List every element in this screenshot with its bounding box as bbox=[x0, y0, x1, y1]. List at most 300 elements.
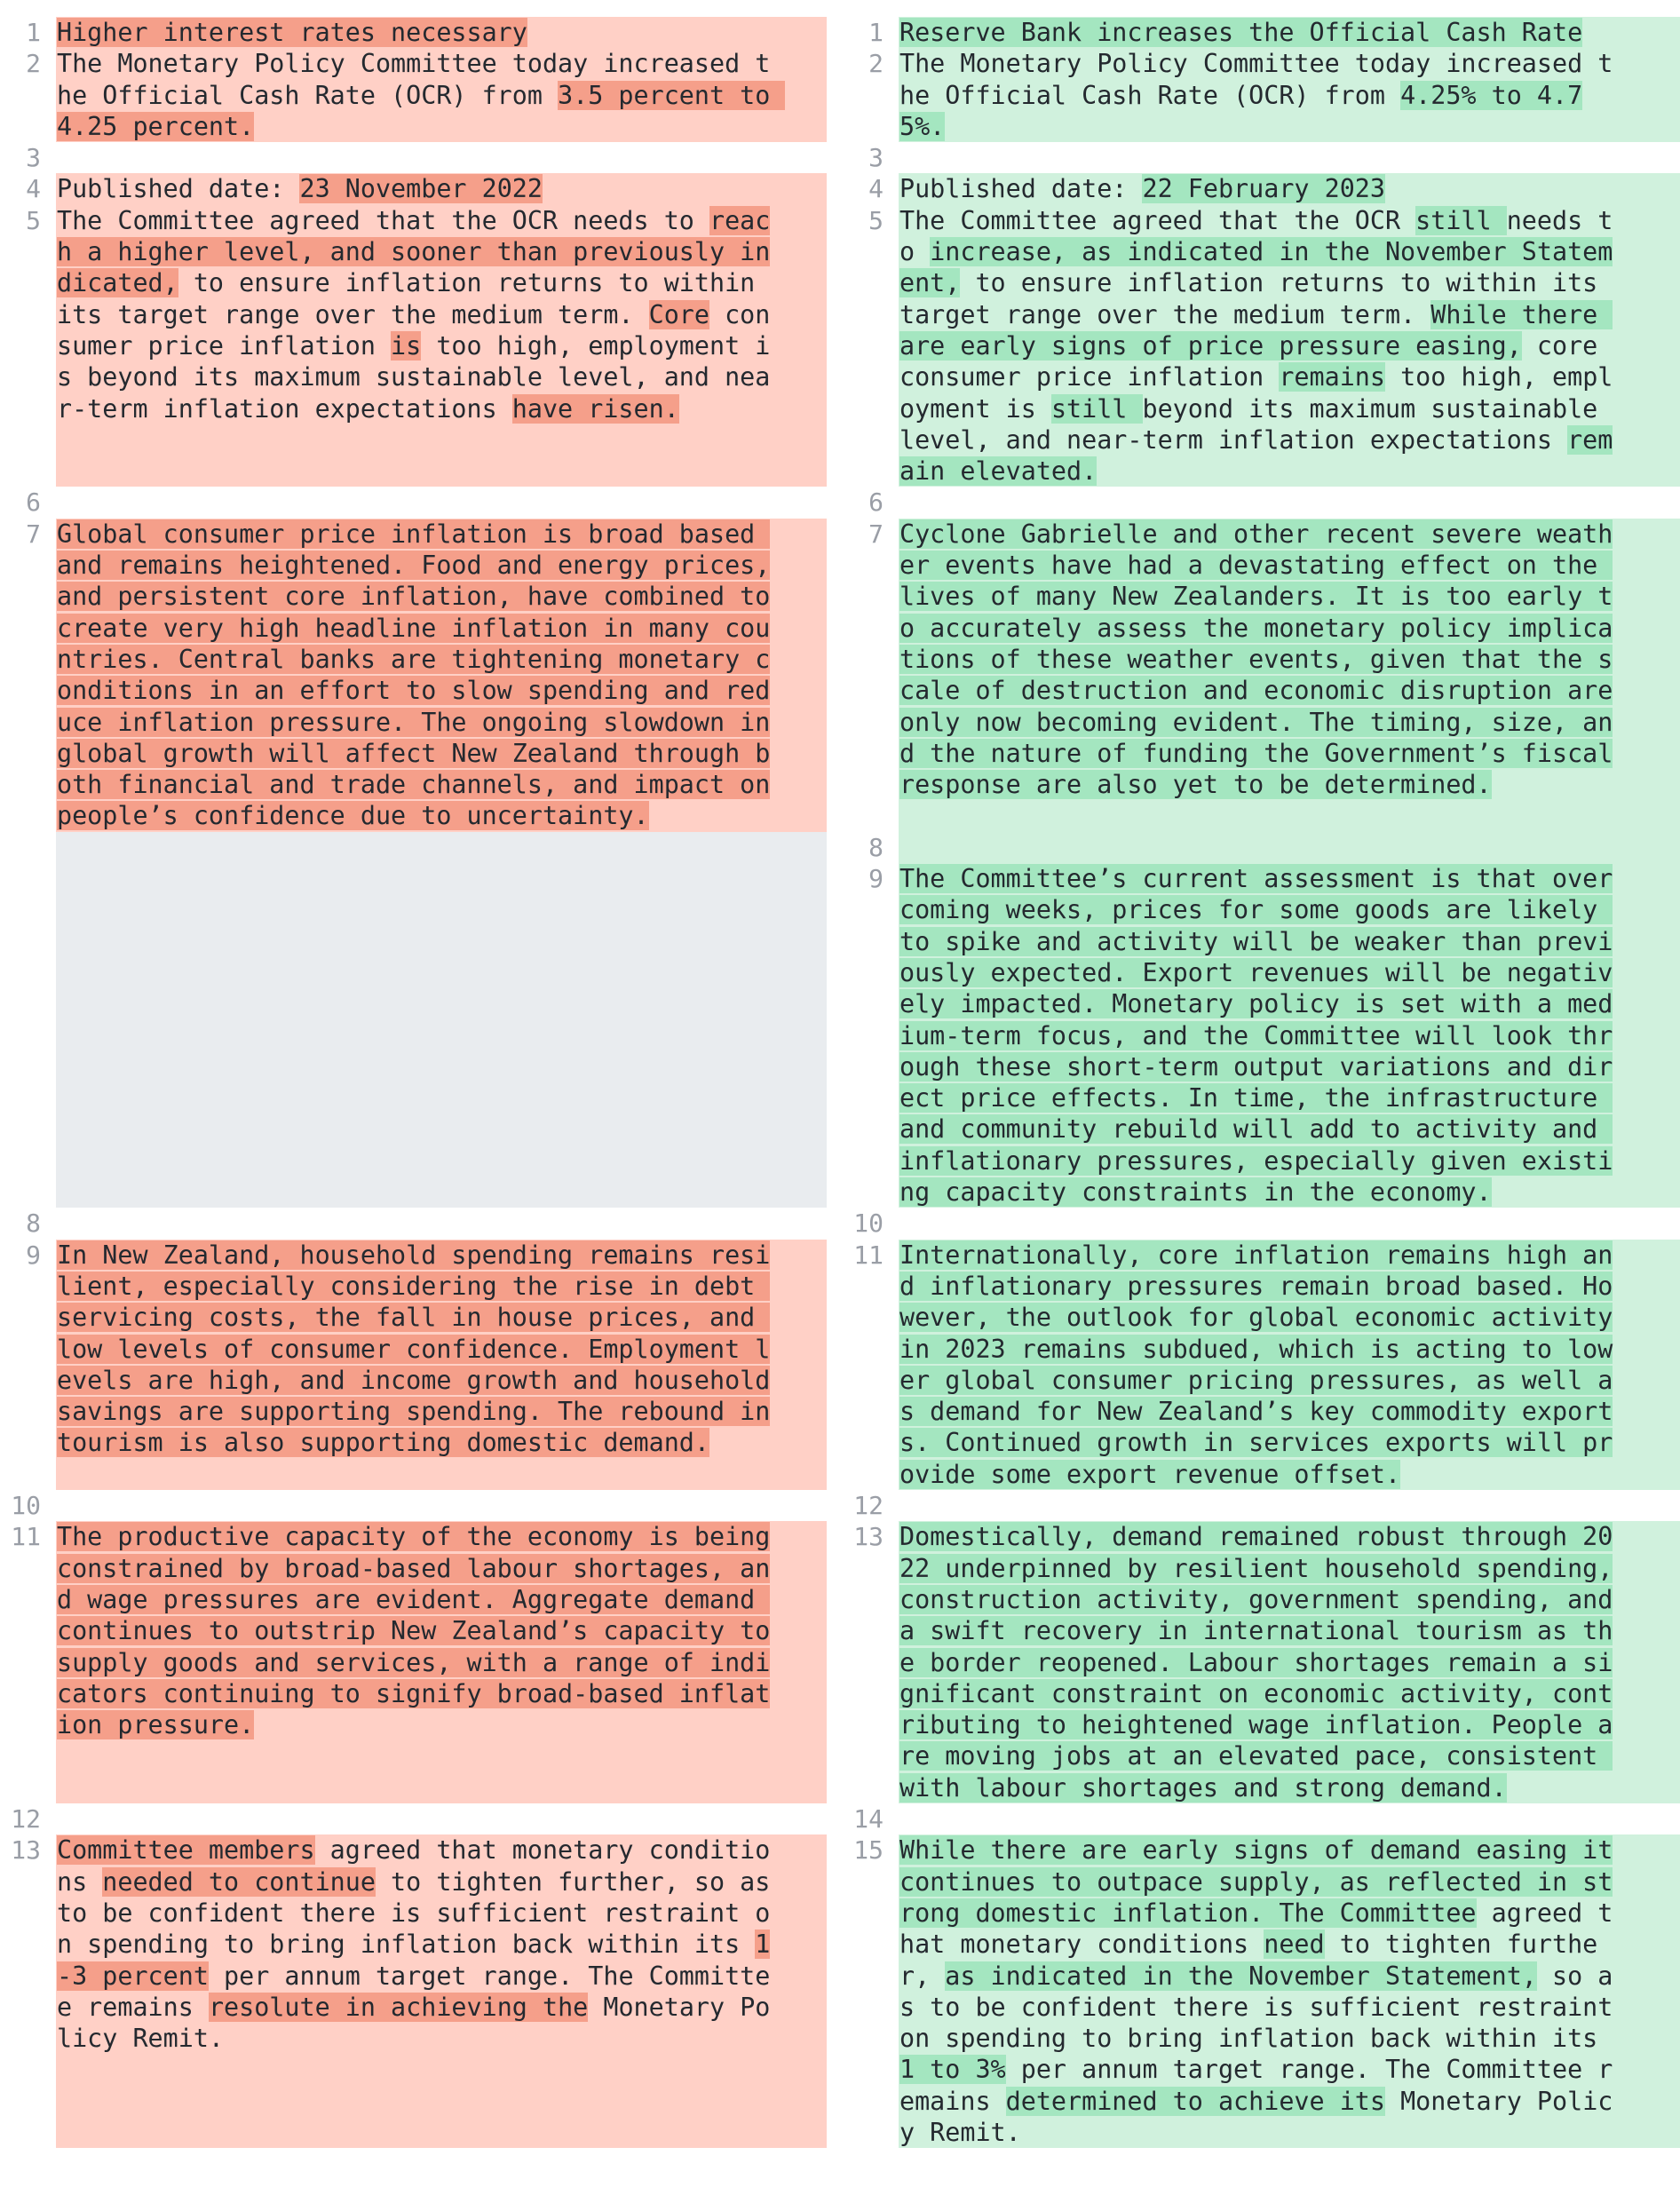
wrapped-text-line bbox=[56, 1553, 827, 1584]
changed-text-highlight: to spike and activity will be weaker than previ bbox=[899, 926, 1613, 956]
wrapped-text-line bbox=[56, 581, 827, 612]
changed-text-highlight: d wage pressures are evident. Aggregate demand bbox=[57, 1584, 771, 1614]
line-content[interactable] bbox=[899, 173, 1680, 204]
line-number: 13 bbox=[853, 1522, 884, 1552]
wrapped-text-line bbox=[56, 1427, 827, 1458]
changed-text-highlight: create very high headline inflation in many cou bbox=[57, 613, 771, 643]
wrapped-text-line bbox=[56, 1302, 827, 1333]
changed-text-highlight: Cyclone Gabrielle and other recent severe weath bbox=[899, 519, 1613, 549]
unchanged-text: The Committee agreed that the OCR needs to bbox=[57, 205, 709, 235]
wrapped-text-line bbox=[899, 1866, 1680, 1898]
wrapped-text-line bbox=[899, 675, 1680, 706]
wrapped-text-line bbox=[56, 2023, 827, 2054]
changed-text-highlight: s. Continued growth in services exports will pr bbox=[899, 1428, 1613, 1458]
changed-text-highlight: only now becoming evident. The timing, size, an bbox=[899, 707, 1613, 737]
changed-text-highlight: global growth will affect New Zealand through b bbox=[57, 738, 771, 768]
wrapped-text-line bbox=[899, 988, 1680, 1019]
wrapped-text-line bbox=[899, 1803, 1680, 1834]
unchanged-text: Published date: bbox=[57, 174, 300, 204]
wrapped-text-line bbox=[899, 2117, 1680, 2148]
changed-text-highlight: people’s confidence due to uncertainty. bbox=[57, 801, 649, 831]
unchanged-text: to ensure inflation returns to within its bbox=[960, 268, 1598, 298]
changed-text-highlight: Higher interest rates necessary bbox=[57, 18, 527, 47]
left-diff-row-11 bbox=[0, 1521, 827, 1803]
line-number: 3 bbox=[868, 143, 884, 173]
wrapped-text-line bbox=[899, 205, 1680, 236]
changed-text-highlight: in 2023 remains subdued, which is acting to low bbox=[899, 1334, 1613, 1364]
wrapped-text-line bbox=[899, 1647, 1680, 1678]
changed-text-highlight: lives of many New Zealanders. It is too early t bbox=[899, 582, 1613, 612]
changed-text-highlight: ng capacity constraints in the economy. bbox=[899, 1177, 1492, 1208]
changed-text-highlight: ously expected. Export revenues will be negativ bbox=[899, 957, 1613, 987]
line-content[interactable] bbox=[899, 1834, 1680, 2148]
line-content[interactable] bbox=[899, 142, 1680, 173]
wrapped-text-line bbox=[56, 1334, 827, 1365]
line-content[interactable] bbox=[56, 519, 827, 832]
line-content[interactable] bbox=[899, 17, 1680, 48]
changed-text-highlight: re moving jobs at an elevated pace, consistent bbox=[899, 1741, 1613, 1771]
line-content[interactable] bbox=[899, 1208, 1680, 1239]
wrapped-text-line bbox=[899, 1334, 1680, 1365]
wrapped-text-line bbox=[899, 832, 1680, 863]
unchanged-text: The Monetary Policy Committee today increased t bbox=[57, 49, 771, 79]
wrapped-text-line bbox=[899, 1521, 1680, 1552]
line-content[interactable] bbox=[56, 487, 827, 518]
wrapped-text-line bbox=[899, 2086, 1680, 2117]
wrapped-text-line bbox=[899, 48, 1680, 79]
left-diff-row-12 bbox=[0, 1803, 827, 1834]
wrapped-text-line bbox=[899, 1396, 1680, 1427]
wrapped-text-line bbox=[56, 1678, 827, 1709]
wrapped-text-line bbox=[899, 957, 1680, 988]
unchanged-text: consumer price inflation bbox=[899, 362, 1280, 392]
wrapped-text-line bbox=[899, 111, 1680, 142]
changed-text-highlight: 5%. bbox=[899, 111, 946, 141]
line-number: 2 bbox=[868, 49, 884, 79]
line-content[interactable] bbox=[899, 205, 1680, 487]
line-number: 11 bbox=[11, 1522, 41, 1552]
unchanged-text: to tighten further, so as bbox=[375, 1866, 771, 1897]
right-diff-row-4 bbox=[843, 173, 1680, 204]
wrapped-text-line bbox=[899, 1834, 1680, 1866]
wrapped-text-line bbox=[899, 644, 1680, 675]
wrapped-text-line bbox=[56, 299, 827, 330]
right-diff-row-3 bbox=[843, 142, 1680, 173]
unchanged-text: too high, employment i bbox=[421, 330, 771, 361]
wrapped-text-line bbox=[899, 1961, 1680, 1992]
changed-text-highlight: 1 bbox=[755, 1929, 771, 1960]
left-diff-row-5 bbox=[0, 205, 827, 487]
unchanged-text: hat monetary conditions bbox=[899, 1929, 1264, 1960]
wrapped-text-line bbox=[899, 1177, 1680, 1208]
wrapped-text-line bbox=[899, 1490, 1680, 1521]
wrapped-text-line bbox=[56, 487, 827, 518]
wrapped-text-line bbox=[56, 1834, 827, 1866]
left-diff-row-13 bbox=[0, 1834, 827, 2148]
line-content[interactable] bbox=[56, 1208, 827, 1239]
changed-text-highlight: Core bbox=[648, 299, 709, 329]
wrapped-text-line bbox=[56, 769, 827, 800]
wrapped-text-line bbox=[56, 1803, 827, 1834]
changed-text-highlight: 22 underpinned by resilient household spending, bbox=[899, 1553, 1613, 1583]
changed-text-highlight: Reserve Bank increases the Official Cash Rate bbox=[899, 18, 1583, 47]
changed-text-highlight: tourism is also supporting domestic demand. bbox=[57, 1428, 709, 1458]
line-number: 1 bbox=[868, 18, 884, 47]
wrapped-text-line bbox=[56, 644, 827, 675]
unchanged-text: beyond its maximum sustainable bbox=[1142, 393, 1598, 424]
wrapped-text-line bbox=[56, 1521, 827, 1552]
wrapped-text-line bbox=[899, 1208, 1680, 1239]
wrapped-text-line bbox=[899, 926, 1680, 957]
wrapped-text-line bbox=[56, 1365, 827, 1396]
changed-text-highlight: oth financial and trade channels, and impact on bbox=[57, 770, 771, 800]
changed-text-highlight: evels are high, and income growth and household bbox=[57, 1365, 771, 1395]
wrapped-text-line bbox=[56, 800, 827, 831]
wrapped-text-line bbox=[899, 1302, 1680, 1333]
line-content[interactable] bbox=[56, 1834, 827, 2148]
changed-text-highlight: need bbox=[1264, 1929, 1325, 1960]
wrapped-text-line bbox=[899, 1459, 1680, 1490]
unchanged-text: e remains bbox=[57, 1992, 209, 2022]
right-diff-row-12 bbox=[843, 1490, 1680, 1521]
unchanged-text: Published date: bbox=[899, 174, 1143, 204]
changed-text-highlight: ntries. Central banks are tightening monetary c bbox=[57, 644, 771, 674]
changed-text-highlight: tions of these weather events, given that the s bbox=[899, 644, 1613, 674]
changed-text-highlight: rem bbox=[1567, 424, 1613, 455]
wrapped-text-line bbox=[899, 330, 1680, 361]
unchanged-text: Monetary Polic bbox=[1384, 2086, 1613, 2116]
line-number: 10 bbox=[11, 1491, 41, 1521]
line-content[interactable] bbox=[56, 173, 827, 204]
wrapped-text-line bbox=[56, 1396, 827, 1427]
wrapped-text-line bbox=[899, 1427, 1680, 1458]
line-content[interactable] bbox=[899, 1490, 1680, 1521]
changed-text-highlight: 23 November 2022 bbox=[299, 174, 543, 204]
changed-text-highlight: s demand for New Zealand’s key commodity export bbox=[899, 1397, 1613, 1427]
right-diff-row-1 bbox=[843, 17, 1680, 48]
wrapped-text-line bbox=[56, 173, 827, 204]
wrapped-text-line bbox=[56, 111, 827, 142]
wrapped-text-line bbox=[56, 613, 827, 644]
line-content[interactable] bbox=[56, 142, 827, 173]
line-number: 6 bbox=[26, 487, 41, 518]
changed-text-highlight: reac bbox=[709, 205, 771, 235]
unchanged-text: per annum target range. The Committe bbox=[208, 1961, 771, 1991]
wrapped-text-line bbox=[899, 361, 1680, 392]
line-content[interactable] bbox=[899, 487, 1680, 518]
line-content[interactable] bbox=[56, 48, 827, 142]
changed-text-highlight: and persistent core inflation, have combined to bbox=[57, 582, 771, 612]
line-content[interactable] bbox=[56, 1521, 827, 1803]
line-content[interactable] bbox=[899, 863, 1680, 1208]
wrapped-text-line bbox=[899, 1709, 1680, 1740]
changed-text-highlight: increase, as indicated in the November Statem bbox=[930, 237, 1613, 267]
wrapped-text-line bbox=[56, 1271, 827, 1302]
right-diff-row-13 bbox=[843, 1521, 1680, 1803]
changed-text-highlight: ium-term focus, and the Committee will look thr bbox=[899, 1020, 1613, 1050]
wrapped-text-line bbox=[899, 1365, 1680, 1396]
line-number: 5 bbox=[26, 205, 41, 235]
changed-text-highlight: continues to outpace supply, as reflected in st bbox=[899, 1866, 1613, 1897]
line-number: 11 bbox=[853, 1240, 884, 1270]
changed-text-highlight: e border reopened. Labour shortages remain a si bbox=[899, 1647, 1613, 1677]
changed-text-highlight: ely impacted. Monetary policy is set with a med bbox=[899, 989, 1613, 1019]
wrapped-text-line bbox=[899, 894, 1680, 925]
changed-text-highlight: ovide some export revenue offset. bbox=[899, 1459, 1401, 1489]
wrapped-text-line bbox=[56, 519, 827, 550]
wrapped-text-line bbox=[56, 1929, 827, 1960]
changed-text-highlight: servicing costs, the fall in house prices, and bbox=[57, 1303, 771, 1333]
unchanged-text: so a bbox=[1536, 1961, 1613, 1991]
line-content[interactable] bbox=[899, 832, 1680, 863]
changed-text-highlight: still bbox=[1050, 393, 1143, 424]
wrapped-text-line bbox=[899, 1772, 1680, 1803]
line-content[interactable] bbox=[899, 1240, 1680, 1490]
changed-text-highlight: is bbox=[391, 330, 422, 361]
changed-text-highlight: low levels of consumer confidence. Employment l bbox=[57, 1334, 771, 1364]
unchanged-text: ns bbox=[57, 1866, 103, 1897]
changed-text-highlight: d inflationary pressures remain broad based. Ho bbox=[899, 1271, 1613, 1301]
changed-text-highlight: coming weeks, prices for some goods are likely bbox=[899, 895, 1613, 925]
changed-text-highlight: While there bbox=[1430, 299, 1613, 329]
wrapped-text-line bbox=[56, 1961, 827, 1992]
wrapped-text-line bbox=[899, 173, 1680, 204]
wrapped-text-line bbox=[899, 738, 1680, 769]
line-content[interactable] bbox=[56, 205, 827, 487]
changed-text-highlight: needed to continue bbox=[102, 1866, 376, 1897]
wrapped-text-line bbox=[899, 1678, 1680, 1709]
line-number: 4 bbox=[26, 174, 41, 204]
left-diff-row-6 bbox=[0, 487, 827, 518]
unchanged-text: to ensure inflation returns to within bbox=[178, 268, 756, 298]
wrapped-text-line bbox=[899, 863, 1680, 894]
wrapped-text-line bbox=[899, 1082, 1680, 1113]
line-content[interactable] bbox=[56, 1490, 827, 1521]
line-number: 6 bbox=[868, 487, 884, 518]
line-number: 1 bbox=[26, 18, 41, 47]
changed-text-highlight: cators continuing to signify broad-based inflat bbox=[57, 1678, 771, 1708]
line-number: 5 bbox=[868, 205, 884, 235]
changed-text-highlight: as indicated in the November Statement, bbox=[945, 1961, 1537, 1991]
wrapped-text-line bbox=[56, 361, 827, 392]
changed-text-highlight: While there are early signs of demand easing it bbox=[899, 1835, 1613, 1866]
changed-text-highlight: response are also yet to be determined. bbox=[899, 770, 1492, 800]
changed-text-highlight: resolute in achieving the bbox=[208, 1992, 589, 2022]
unchanged-text: y Remit. bbox=[899, 2118, 1021, 2147]
wrapped-text-line bbox=[899, 1020, 1680, 1051]
changed-text-highlight: cale of destruction and economic disruption are bbox=[899, 676, 1613, 706]
changed-text-highlight: ect price effects. In time, the infrastructure bbox=[899, 1083, 1613, 1113]
wrapped-text-line bbox=[56, 1647, 827, 1678]
wrapped-text-line bbox=[899, 1553, 1680, 1584]
unchanged-text: The Monetary Policy Committee today increased t bbox=[899, 49, 1613, 79]
changed-text-highlight: have risen. bbox=[511, 393, 679, 424]
right-diff-row-6 bbox=[843, 487, 1680, 518]
wrapped-text-line bbox=[899, 1898, 1680, 1929]
wrapped-text-line bbox=[56, 1490, 827, 1521]
unchanged-text: r, bbox=[899, 1961, 946, 1991]
wrapped-text-line bbox=[56, 1898, 827, 1929]
changed-text-highlight: dicated, bbox=[57, 268, 178, 298]
wrapped-text-line bbox=[899, 267, 1680, 298]
wrapped-text-line bbox=[899, 1113, 1680, 1145]
right-diff-row-9 bbox=[843, 863, 1680, 1208]
wrapped-text-line bbox=[899, 613, 1680, 644]
changed-text-highlight: determined to achieve its bbox=[1005, 2086, 1385, 2116]
changed-text-highlight: rong domestic inflation. The Committee bbox=[899, 1898, 1477, 1928]
unchanged-text: emains bbox=[899, 2086, 1006, 2116]
left-diff-row-7 bbox=[0, 519, 827, 832]
left-diff-row-8 bbox=[0, 1208, 827, 1239]
changed-text-highlight: wever, the outlook for global economic activity bbox=[899, 1303, 1613, 1333]
changed-text-highlight: with labour shortages and strong demand. bbox=[899, 1772, 1507, 1803]
wrapped-text-line bbox=[899, 519, 1680, 550]
unchanged-text: r-term inflation expectations bbox=[57, 393, 512, 424]
right-diff-row-5 bbox=[843, 205, 1680, 487]
wrapped-text-line bbox=[56, 1866, 827, 1898]
wrapped-text-line bbox=[899, 142, 1680, 173]
wrapped-text-line bbox=[899, 1992, 1680, 2023]
unchanged-text: needs t bbox=[1506, 205, 1613, 235]
unchanged-text: o bbox=[899, 237, 931, 267]
line-number: 15 bbox=[853, 1835, 884, 1866]
left-diff-row-spacer bbox=[0, 832, 827, 1208]
wrapped-text-line bbox=[899, 1615, 1680, 1646]
wrapped-text-line bbox=[56, 1992, 827, 2023]
left-diff-row-3 bbox=[0, 142, 827, 173]
line-content[interactable] bbox=[56, 17, 827, 48]
wrapped-text-line bbox=[56, 142, 827, 173]
wrapped-text-line bbox=[56, 393, 827, 424]
left-diff-row-10 bbox=[0, 1490, 827, 1521]
line-content[interactable] bbox=[899, 1521, 1680, 1803]
wrapped-text-line bbox=[56, 1240, 827, 1271]
wrapped-text-line bbox=[899, 299, 1680, 330]
changed-text-highlight: supply goods and services, with a range of indi bbox=[57, 1647, 771, 1677]
wrapped-text-line bbox=[899, 581, 1680, 612]
wrapped-text-line bbox=[899, 456, 1680, 487]
changed-text-highlight: lient, especially considering the rise in debt bbox=[57, 1271, 771, 1301]
line-content[interactable] bbox=[56, 1803, 827, 1834]
line-number: 8 bbox=[868, 832, 884, 862]
changed-text-highlight: ion pressure. bbox=[57, 1710, 255, 1740]
unchanged-text: n spending to bring inflation back within its bbox=[57, 1929, 756, 1960]
wrapped-text-line bbox=[899, 1145, 1680, 1177]
unchanged-text: oyment is bbox=[899, 393, 1051, 424]
line-number: 14 bbox=[853, 1804, 884, 1834]
changed-text-highlight: Global consumer price inflation is broad based bbox=[57, 519, 771, 549]
unchanged-text: level, and near-term inflation expectations bbox=[899, 424, 1568, 455]
changed-text-highlight: ough these short-term output variations and dir bbox=[899, 1051, 1613, 1082]
unchanged-text: s beyond its maximum sustainable level, and nea bbox=[57, 362, 771, 392]
changed-text-highlight: h a higher level, and sooner than previously in bbox=[57, 237, 771, 267]
wrapped-text-line bbox=[56, 738, 827, 769]
unchanged-text: con bbox=[709, 299, 771, 329]
changed-text-highlight: ent, bbox=[899, 268, 961, 298]
wrapped-text-line bbox=[899, 550, 1680, 581]
changed-text-highlight: d the nature of funding the Government’s fiscal bbox=[899, 738, 1613, 768]
wrapped-text-line bbox=[899, 1240, 1680, 1271]
unchanged-text: to tighten furthe bbox=[1324, 1929, 1598, 1960]
changed-text-highlight: inflationary pressures, especially given existi bbox=[899, 1145, 1613, 1176]
wrapped-text-line bbox=[899, 1740, 1680, 1771]
line-content[interactable] bbox=[899, 519, 1680, 832]
right-diff-row-14 bbox=[843, 1803, 1680, 1834]
unchanged-text: licy Remit. bbox=[57, 2024, 225, 2054]
wrapped-text-line bbox=[56, 17, 827, 48]
unchanged-text: agreed that monetary conditio bbox=[314, 1835, 771, 1866]
changed-text-highlight: Internationally, core inflation remains high an bbox=[899, 1240, 1613, 1270]
wrapped-text-line bbox=[899, 424, 1680, 456]
unchanged-text: target range over the medium term. bbox=[899, 299, 1431, 329]
line-number: 3 bbox=[26, 143, 41, 173]
line-number: 9 bbox=[868, 864, 884, 894]
wrapped-text-line bbox=[899, 2023, 1680, 2054]
line-number: 8 bbox=[26, 1208, 41, 1239]
unchanged-text: per annum target range. The Committee r bbox=[1005, 2055, 1613, 2085]
changed-text-highlight: and remains heightened. Food and energy prices, bbox=[57, 551, 771, 581]
wrapped-text-line bbox=[899, 80, 1680, 111]
wrapped-text-line bbox=[899, 17, 1680, 48]
wrapped-text-line bbox=[899, 487, 1680, 518]
changed-text-highlight: 4.25% to 4.7 bbox=[1400, 80, 1583, 110]
line-content[interactable] bbox=[899, 48, 1680, 142]
changed-text-highlight: gnificant constraint on economic activity, cont bbox=[899, 1678, 1613, 1708]
wrapped-text-line bbox=[56, 330, 827, 361]
changed-text-highlight: er events have had a devastating effect on the bbox=[899, 551, 1613, 581]
unchanged-text: core bbox=[1521, 330, 1598, 361]
changed-text-highlight: er global consumer pricing pressures, as well a bbox=[899, 1365, 1613, 1395]
unchanged-text: Monetary Po bbox=[588, 1992, 771, 2022]
unchanged-text: to be confident there is sufficient restraint o bbox=[57, 1898, 771, 1928]
wrapped-text-line bbox=[899, 1929, 1680, 1960]
changed-text-highlight: o accurately assess the monetary policy implica bbox=[899, 613, 1613, 643]
changed-text-highlight: ributing to heightened wage inflation. People a bbox=[899, 1710, 1613, 1740]
wrapped-text-line bbox=[899, 393, 1680, 424]
line-content[interactable] bbox=[56, 1240, 827, 1490]
unchanged-text: too high, empl bbox=[1384, 362, 1613, 392]
unchanged-text: on spending to bring inflation back within its bbox=[899, 2024, 1598, 2054]
right-diff-row-7 bbox=[843, 519, 1680, 832]
changed-text-highlight: uce inflation pressure. The ongoing slowdown in bbox=[57, 707, 771, 737]
wrapped-text-line bbox=[899, 2054, 1680, 2085]
changed-text-highlight: -3 percent bbox=[57, 1961, 209, 1991]
right-diff-row-8 bbox=[843, 832, 1680, 863]
wrapped-text-line bbox=[56, 1615, 827, 1646]
line-content[interactable] bbox=[899, 1803, 1680, 1834]
wrapped-text-line bbox=[899, 707, 1680, 738]
changed-text-highlight: The Committee’s current assessment is that over bbox=[899, 864, 1613, 894]
wrapped-text-line bbox=[56, 267, 827, 298]
wrapped-text-line bbox=[899, 769, 1680, 800]
wrapped-text-line bbox=[56, 675, 827, 706]
changed-text-highlight: 1 to 3% bbox=[899, 2055, 1006, 2085]
wrapped-text-line bbox=[56, 236, 827, 267]
left-pane-original bbox=[0, 17, 827, 2148]
changed-text-highlight: continues to outstrip New Zealand’s capacity to bbox=[57, 1616, 771, 1646]
changed-text-highlight: Domestically, demand remained robust through 20 bbox=[899, 1522, 1613, 1552]
wrapped-text-line bbox=[56, 707, 827, 738]
unchanged-text: sumer price inflation bbox=[57, 330, 392, 361]
unchanged-text: The Committee agreed that the OCR bbox=[899, 205, 1416, 235]
unchanged-text: agreed t bbox=[1476, 1898, 1613, 1928]
wrapped-text-line bbox=[899, 236, 1680, 267]
wrapped-text-line bbox=[56, 205, 827, 236]
wrapped-text-line bbox=[899, 1584, 1680, 1615]
changed-text-highlight: are early signs of price pressure easing, bbox=[899, 330, 1522, 361]
changed-text-highlight: a swift recovery in international tourism as th bbox=[899, 1616, 1613, 1646]
line-number: 12 bbox=[853, 1491, 884, 1521]
